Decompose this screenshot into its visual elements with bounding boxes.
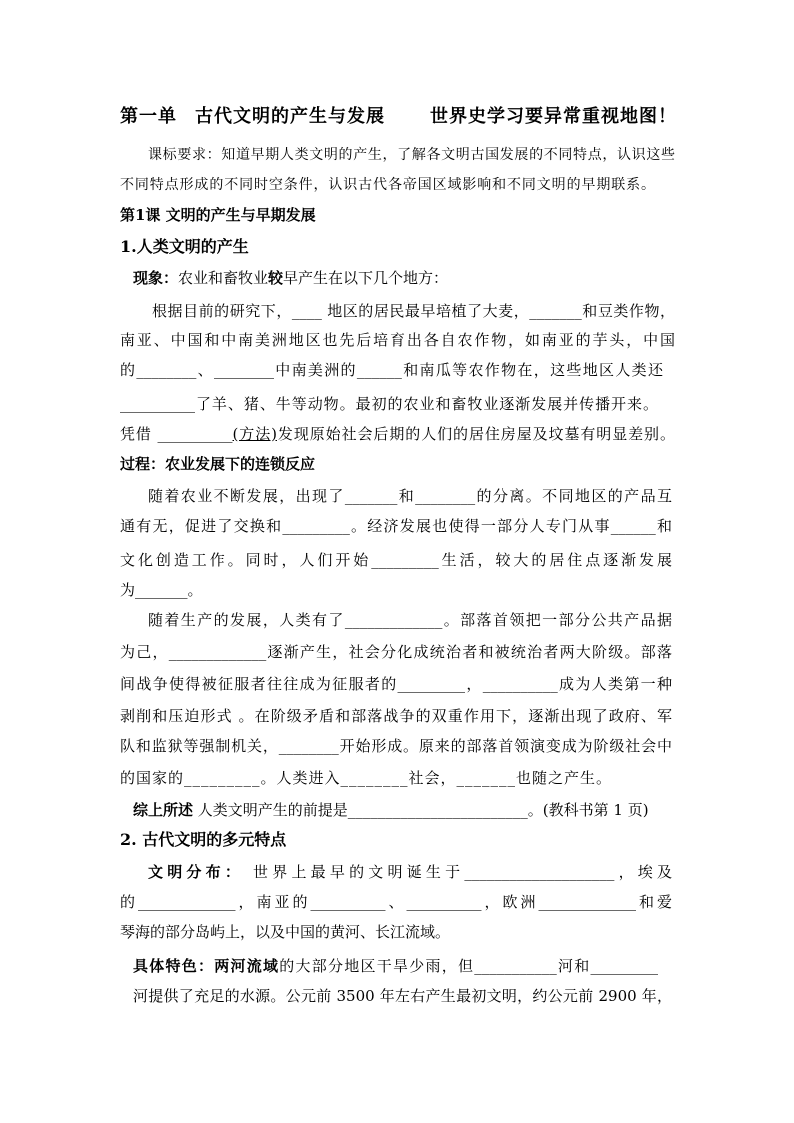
phenomenon-label: 现象： [133,269,179,287]
paragraph-line: 剥削和压迫形式 。在阶级矛盾和部落战争的双重作用下，逐渐出现了政府、军 [120,707,672,725]
features-line: 河提供了充足的水源。公元前 3500 年左右产生最初文明，约公元前 2900 年， [133,987,672,1005]
curriculum-line: 不同特点形成的不同时空条件，认识古代各帝国区域影响和不同文明的早期联系。 [120,177,655,193]
phenomenon-emphasis: 较 [268,269,284,287]
method-line-text: 发现原始社会后期的人们的居住房屋及坟墓有明显差别。 [277,425,675,443]
features-label: 具体特色：两河流域 [133,957,280,975]
paragraph-line: __________了羊、猪、牛等动物。最初的农业和畜牧业逐渐发展并传播开来。 [120,395,658,413]
summary-label: 综上所述 [133,801,194,819]
lesson-title: 第1课 文明的产生与早期发展 [120,206,316,224]
phenomenon-text: 农业和畜牧业 [178,269,269,287]
distribution-text: 世界上最早的文明诞生于____________________，埃及 [244,863,672,881]
distribution-line [148,862,672,882]
paragraph-line: 根据目前的研究下，____ 地区的居民最早培植了大麦，_______和豆类作物， [152,302,675,320]
distribution-line: 琴海的部分岛屿上，以及中国的黄河、长江流域。 [120,923,451,941]
phenomenon-line [133,268,448,288]
summary-line [133,800,649,820]
section-heading: 1.人类文明的产生 [120,237,249,256]
method-line [120,424,675,444]
unit-label: 第一单 [120,106,177,127]
curriculum-line: 课标要求：知道早期人类文明的产生，了解各文明古国发展的不同特点，认识这些 [148,147,675,163]
distribution-line: 的_____________，南亚的__________、__________，欧洲_____________和爱 [120,893,672,911]
paragraph-line: 随着农业不断发展，出现了_______和________的分离。不同地区的产品互 [148,487,672,505]
paragraph-line: 通有无，促进了交换和_________。经济发展也使得一部分人专门从事______和 [120,517,672,535]
paragraph-line: 的________、________中南美洲的______和南瓜等农作物在，这些地区人类还 [120,361,663,379]
method-hint: (方法) [232,425,277,443]
features-line [133,956,658,976]
features-text: 的大部分地区干旱少雨，但___________河和_________ [279,957,658,975]
unit-title: 古代文明的产生与发展 [195,106,385,127]
study-tip: 世界史学习要异常重视地图！ [430,106,677,127]
paragraph-line: 文化创造工作。同时，人们开始_________生活，较大的居住点逐渐发展 [120,551,672,569]
phenomenon-text: 早产生在以下几个地方： [283,269,449,287]
method-line-text: 凭借 __________ [120,425,233,443]
paragraph-line: 队和监狱等强制机关，________开始形成。原来的部落首领演变成为阶级社会中 [120,737,672,755]
paragraph-line: 为_______。 [120,581,203,599]
paragraph-line: 间战争使得被征服者往往成为征服者的_________，__________成为人类第一种 [120,675,672,693]
paragraph-line: 的国家的_________。人类进入________社会，_______也随之产生。 [120,769,613,787]
process-heading: 过程：农业发展下的连锁反应 [120,455,316,473]
paragraph-line: 南亚、中国和中南美洲地区也先后培育出各自农作物，如南亚的芋头，中国 [120,331,675,349]
distribution-label: 文明分布： [148,863,245,881]
paragraph-line: 为己，_____________逐渐产生，社会分化成统治者和被统治者两大阶级。部落 [120,643,672,661]
section-heading: 2. 古代文明的多元特点 [120,830,287,849]
paragraph-line: 随着生产的发展，人类有了_____________。部落首领把一部分公共产品据 [148,611,672,629]
summary-text: 人类文明产生的前提是________________________。(教科书第 1 页) [193,801,649,819]
